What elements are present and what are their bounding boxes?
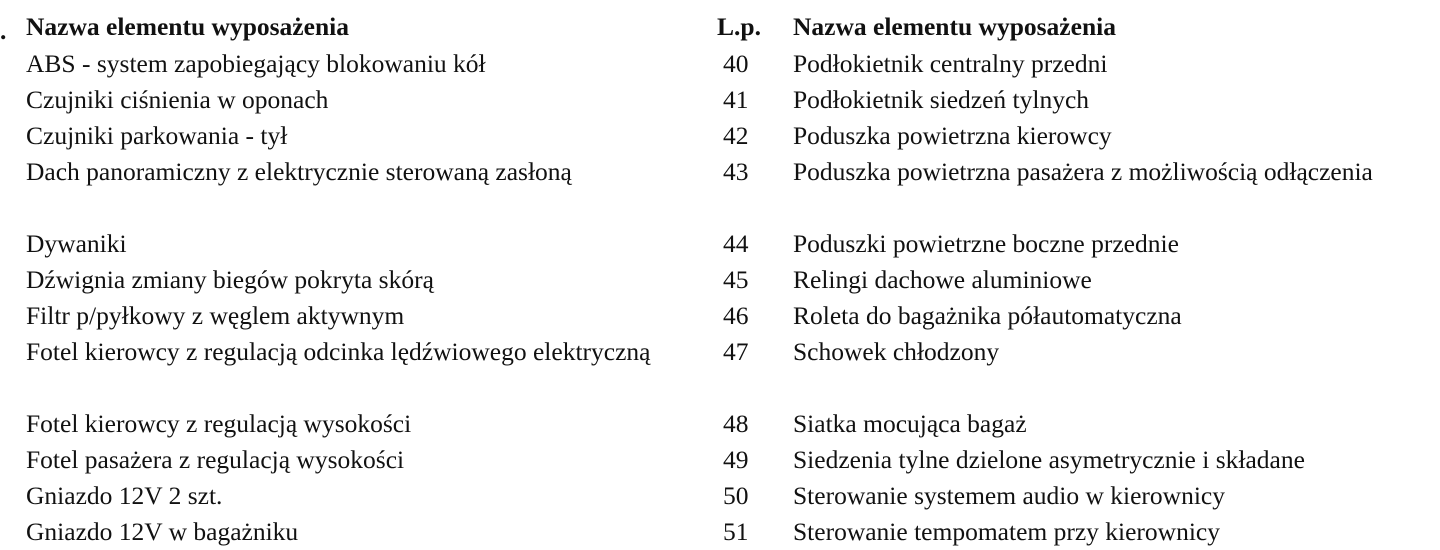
item-name: Dywaniki: [26, 229, 127, 258]
item-number: 41: [723, 85, 749, 114]
table-row: [26, 442, 686, 478]
table-row: [26, 82, 686, 118]
item-number: 42: [723, 121, 749, 150]
item-name: Podłokietnik siedzeń tylnych: [793, 85, 1090, 114]
item-name: Czujniki ciśnienia w oponach: [26, 85, 329, 114]
table-row: [717, 406, 1437, 442]
header-lp: L.p.: [717, 12, 761, 41]
item-name: Fotel kierowcy z regulacją odcinka lędźwiowego elektryczną: [26, 337, 651, 366]
item-number: 40: [723, 49, 749, 78]
item-name: Poduszki powietrzne boczne przednie: [793, 229, 1179, 258]
table-row: [26, 334, 686, 406]
table-row: [26, 226, 686, 262]
item-name: Sterowanie tempomatem przy kierownicy: [793, 517, 1220, 546]
table-row: [26, 154, 686, 226]
header-name: Nazwa elementu wyposażenia: [793, 12, 1116, 41]
item-name: Filtr p/pyłkowy z węglem aktywnym: [26, 301, 405, 330]
item-name: Siedzenia tylne dzielone asymetrycznie i składane: [793, 445, 1305, 474]
item-name: Dach panoramiczny z elektrycznie sterowaną zasłoną: [26, 157, 572, 186]
table-row: [717, 262, 1437, 298]
item-name: Siatka mocująca bagaż: [793, 409, 1027, 438]
table-row: [717, 442, 1437, 478]
cropped-column-edge: .: [0, 16, 6, 45]
item-name: Sterowanie systemem audio w kierownicy: [793, 481, 1225, 510]
item-name: Poduszka powietrzna pasażera z możliwością odłączenia: [793, 157, 1373, 186]
item-number: 44: [723, 229, 749, 258]
table-row: [26, 514, 686, 550]
item-name: Gniazdo 12V 2 szt.: [26, 481, 223, 510]
table-row: [717, 46, 1437, 82]
table-header: [717, 8, 1437, 46]
item-number: 51: [723, 517, 749, 546]
table-row: [26, 478, 686, 514]
table-row: [26, 46, 686, 82]
item-name: Podłokietnik centralny przedni: [793, 49, 1108, 78]
table-row: [717, 298, 1437, 334]
item-number: 49: [723, 445, 749, 474]
item-number: 43: [723, 157, 749, 186]
item-name: Fotel kierowcy z regulacją wysokości: [26, 409, 412, 438]
table-row: [26, 118, 686, 154]
table-row: [717, 334, 1437, 406]
equipment-table-right: [717, 8, 1437, 550]
table-header: [26, 8, 686, 46]
item-name: Schowek chłodzony: [793, 337, 1000, 366]
table-row: [717, 82, 1437, 118]
table-row: [717, 154, 1437, 226]
item-name: Fotel pasażera z regulacją wysokości: [26, 445, 405, 474]
item-name: Roleta do bagażnika półautomatyczna: [793, 301, 1182, 330]
item-name: Poduszka powietrzna kierowcy: [793, 121, 1112, 150]
item-number: 46: [723, 301, 749, 330]
item-number: 50: [723, 481, 749, 510]
item-number: 45: [723, 265, 749, 294]
item-name: Gniazdo 12V w bagażniku: [26, 517, 299, 546]
item-name: ABS - system zapobiegający blokowaniu kół: [26, 49, 486, 78]
item-name: Relingi dachowe aluminiowe: [793, 265, 1092, 294]
table-row: [717, 226, 1437, 262]
header-name: Nazwa elementu wyposażenia: [26, 12, 349, 41]
item-number: 48: [723, 409, 749, 438]
table-row: [26, 262, 686, 298]
table-row: [717, 514, 1437, 550]
table-row: [717, 118, 1437, 154]
table-row: [26, 406, 686, 442]
equipment-table-left: [26, 8, 686, 550]
table-row: [26, 298, 686, 334]
table-row: [717, 478, 1437, 514]
item-name: Czujniki parkowania - tył: [26, 121, 288, 150]
item-name: Dźwignia zmiany biegów pokryta skórą: [26, 265, 434, 294]
item-number: 47: [723, 337, 749, 366]
